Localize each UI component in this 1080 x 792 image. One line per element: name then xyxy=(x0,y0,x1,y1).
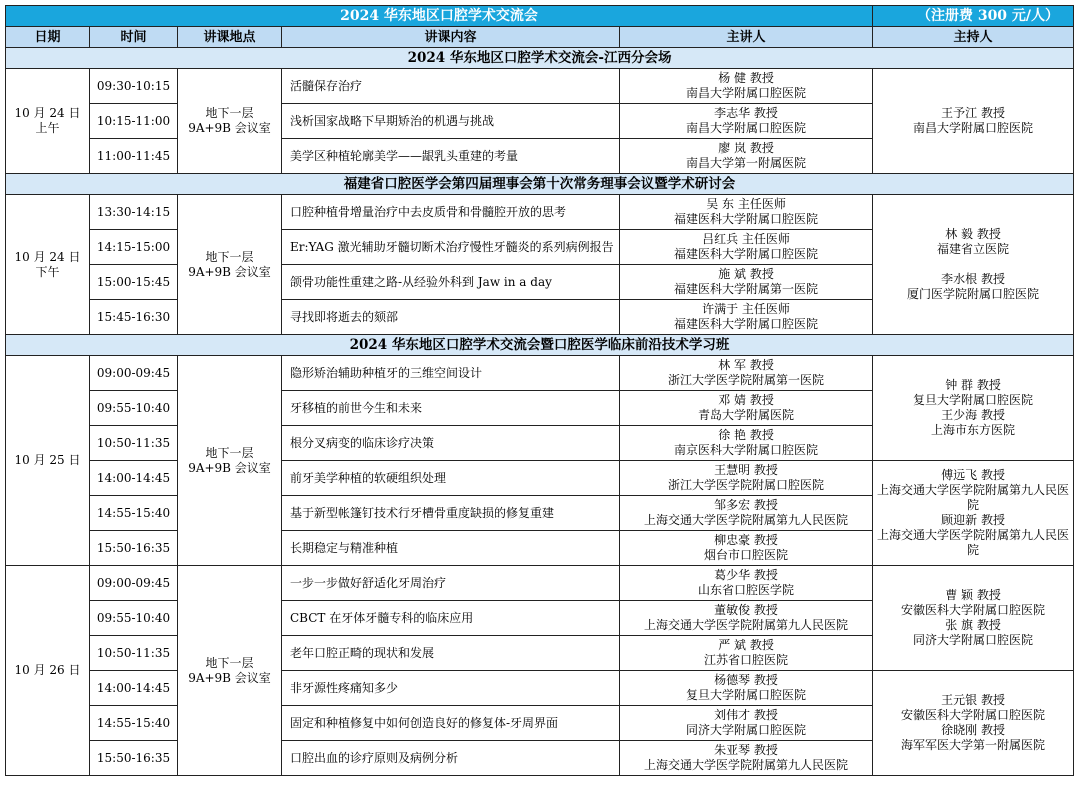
host-line xyxy=(877,257,1069,272)
host-line: 徐晓刚 教授 xyxy=(941,723,1005,737)
host-line: 同济大学附属口腔医院 xyxy=(913,633,1034,647)
session-time: 09:30-10:15 xyxy=(90,69,178,104)
host-cell xyxy=(873,356,1074,461)
section-header-row xyxy=(6,174,1074,195)
speaker-cell xyxy=(620,265,873,300)
host-line: 林 毅 教授 xyxy=(945,227,1001,241)
speaker-name: 吴 东 主任医师 xyxy=(706,197,786,211)
date-cell xyxy=(6,356,90,566)
session-row xyxy=(6,566,1074,601)
section-title: 福建省口腔医学会第四届理事会第十次常务理事会议暨学术研讨会 xyxy=(6,174,1074,195)
speaker-cell xyxy=(620,601,873,636)
venue-cell xyxy=(178,195,282,335)
session-time: 09:00-09:45 xyxy=(90,356,178,391)
session-topic: 长期稳定与精准种植 xyxy=(282,531,620,566)
session-time: 10:15-11:00 xyxy=(90,104,178,139)
speaker-name: 徐 艳 教授 xyxy=(718,428,774,442)
speaker-cell xyxy=(620,356,873,391)
host-line: 上海市东方医院 xyxy=(931,423,1016,437)
host-cell xyxy=(873,461,1074,566)
session-time: 09:00-09:45 xyxy=(90,566,178,601)
speaker-name: 董敏俊 教授 xyxy=(714,603,778,617)
host-line: 厦门医学院附属口腔医院 xyxy=(907,287,1040,301)
column-header-host: 主持人 xyxy=(873,27,1074,48)
host-line: 安徽医科大学附属口腔医院 xyxy=(901,708,1046,722)
session-time: 15:50-16:35 xyxy=(90,531,178,566)
host-line: 南昌大学附属口腔医院 xyxy=(913,121,1034,135)
section-header-row xyxy=(6,335,1074,356)
session-topic: 浅析国家战略下早期矫治的机遇与挑战 xyxy=(282,104,620,139)
date-cell xyxy=(6,566,90,776)
host-line: 安徽医科大学附属口腔医院 xyxy=(901,603,1046,617)
date-line: 10 月 25 日 xyxy=(14,453,81,467)
speaker-cell xyxy=(620,139,873,174)
speaker-name: 施 斌 教授 xyxy=(718,267,774,281)
session-time: 14:00-14:45 xyxy=(90,461,178,496)
speaker-name: 邓 婧 教授 xyxy=(718,393,774,407)
speaker-affiliation: 上海交通大学医学院附属第九人民医院 xyxy=(644,513,849,527)
session-time: 09:55-10:40 xyxy=(90,601,178,636)
speaker-name: 严 斌 教授 xyxy=(718,638,774,652)
host-line: 福建省立医院 xyxy=(937,242,1010,256)
venue-line: 地下一层 xyxy=(205,106,254,120)
column-header-speaker: 主讲人 xyxy=(620,27,873,48)
session-topic: 口腔出血的诊疗原则及病例分析 xyxy=(282,741,620,776)
section-header-row xyxy=(6,48,1074,69)
speaker-cell xyxy=(620,531,873,566)
date-line: 下午 xyxy=(35,264,60,279)
session-time: 15:45-16:30 xyxy=(90,300,178,335)
date-cell xyxy=(6,195,90,335)
column-header-topic: 讲课内容 xyxy=(282,27,620,48)
session-time: 10:50-11:35 xyxy=(90,636,178,671)
speaker-name: 杨 健 教授 xyxy=(718,71,774,85)
host-line: 李水根 教授 xyxy=(941,272,1005,286)
host-line: 曹 颖 教授 xyxy=(945,588,1001,602)
speaker-cell xyxy=(620,195,873,230)
host-line: 张 旗 教授 xyxy=(945,618,1001,632)
session-topic: 颌骨功能性重建之路-从经验外科到 Jaw in a day xyxy=(282,265,620,300)
speaker-name: 廖 岚 教授 xyxy=(718,141,774,155)
session-topic: 牙移植的前世今生和未来 xyxy=(282,391,620,426)
speaker-name: 王慧明 教授 xyxy=(714,463,778,477)
session-row xyxy=(6,356,1074,391)
host-cell xyxy=(873,671,1074,776)
speaker-affiliation: 福建医科大学附属口腔医院 xyxy=(674,247,819,261)
session-topic: 根分叉病变的临床诊疗决策 xyxy=(282,426,620,461)
host-line: 王元银 教授 xyxy=(941,693,1005,707)
speaker-cell xyxy=(620,426,873,461)
date-cell xyxy=(6,69,90,174)
session-topic: 基于新型帐篷钉技术行牙槽骨重度缺损的修复重建 xyxy=(282,496,620,531)
speaker-cell xyxy=(620,104,873,139)
speaker-affiliation: 福建医科大学附属第一医院 xyxy=(674,282,819,296)
session-time: 15:50-16:35 xyxy=(90,741,178,776)
speaker-affiliation: 江苏省口腔医院 xyxy=(704,653,789,667)
schedule-table xyxy=(5,5,1074,776)
speaker-affiliation: 南昌大学附属口腔医院 xyxy=(686,121,807,135)
speaker-affiliation: 上海交通大学医学院附属第九人民医院 xyxy=(644,618,849,632)
session-topic: 寻找即将逝去的颏部 xyxy=(282,300,620,335)
host-line: 海军军医大学第一附属医院 xyxy=(901,738,1046,752)
host-line: 王少海 教授 xyxy=(941,408,1005,422)
column-header-date: 日期 xyxy=(6,27,90,48)
session-row xyxy=(6,69,1074,104)
session-row xyxy=(6,671,1074,706)
venue-line: 地下一层 xyxy=(205,249,254,264)
speaker-cell xyxy=(620,391,873,426)
session-time: 14:00-14:45 xyxy=(90,671,178,706)
host-cell xyxy=(873,69,1074,174)
title-row xyxy=(6,6,1074,27)
speaker-affiliation: 复旦大学附属口腔医院 xyxy=(686,688,807,702)
speaker-cell xyxy=(620,671,873,706)
speaker-affiliation: 烟台市口腔医院 xyxy=(704,548,789,562)
host-line: 傅远飞 教授 xyxy=(941,468,1005,482)
session-time: 09:55-10:40 xyxy=(90,391,178,426)
speaker-cell xyxy=(620,741,873,776)
speaker-name: 许满于 主任医师 xyxy=(702,302,790,316)
column-header-venue: 讲课地点 xyxy=(178,27,282,48)
speaker-cell xyxy=(620,461,873,496)
column-header-time: 时间 xyxy=(90,27,178,48)
speaker-name: 葛少华 教授 xyxy=(714,568,778,582)
session-time: 14:55-15:40 xyxy=(90,496,178,531)
page-title: 2024 华东地区口腔学术交流会 xyxy=(6,6,873,27)
speaker-cell xyxy=(620,69,873,104)
speaker-affiliation: 山东省口腔医学院 xyxy=(698,583,795,597)
speaker-cell xyxy=(620,230,873,265)
session-topic: 固定和种植修复中如何创造良好的修复体-牙周界面 xyxy=(282,706,620,741)
speaker-affiliation: 浙江大学医学院附属第一医院 xyxy=(668,373,825,387)
session-topic: 活髓保存治疗 xyxy=(282,69,620,104)
host-line: 上海交通大学医学院附属第九人民医院 xyxy=(877,528,1070,557)
host-line: 钟 群 教授 xyxy=(945,378,1001,392)
speaker-name: 刘伟才 教授 xyxy=(714,708,778,722)
speaker-affiliation: 南京医科大学附属口腔医院 xyxy=(674,443,819,457)
session-topic: 美学区种植轮廓美学——龈乳头重建的考量 xyxy=(282,139,620,174)
date-line: 上午 xyxy=(35,121,60,135)
venue-line: 9A+9B 会议室 xyxy=(188,121,271,135)
venue-line: 地下一层 xyxy=(205,655,254,670)
host-cell xyxy=(873,195,1074,335)
speaker-cell xyxy=(620,636,873,671)
speaker-name: 李志华 教授 xyxy=(714,106,778,120)
venue-cell xyxy=(178,356,282,566)
session-topic: 隐形矫治辅助种植牙的三维空间设计 xyxy=(282,356,620,391)
section-title: 2024 华东地区口腔学术交流会-江西分会场 xyxy=(6,48,1074,69)
session-topic: 前牙美学种植的软硬组织处理 xyxy=(282,461,620,496)
registration-fee: （注册费 300 元/人） xyxy=(873,6,1074,27)
session-time: 14:15-15:00 xyxy=(90,230,178,265)
date-line: 10 月 24 日 xyxy=(14,249,81,264)
speaker-cell xyxy=(620,300,873,335)
venue-line: 9A+9B 会议室 xyxy=(188,670,271,685)
speaker-affiliation: 同济大学附属口腔医院 xyxy=(686,723,807,737)
session-topic: 口腔种植骨增量治疗中去皮质骨和骨髓腔开放的思考 xyxy=(282,195,620,230)
venue-cell xyxy=(178,69,282,174)
session-topic: 老年口腔正畸的现状和发展 xyxy=(282,636,620,671)
session-time: 11:00-11:45 xyxy=(90,139,178,174)
speaker-name: 吕红兵 主任医师 xyxy=(702,232,790,246)
speaker-affiliation: 青岛大学附属医院 xyxy=(698,408,795,422)
session-topic: CBCT 在牙体牙髓专科的临床应用 xyxy=(282,601,620,636)
venue-cell xyxy=(178,566,282,776)
venue-line: 9A+9B 会议室 xyxy=(188,264,271,279)
host-cell xyxy=(873,566,1074,671)
speaker-affiliation: 南昌大学第一附属医院 xyxy=(686,156,807,170)
speaker-name: 柳忠豪 教授 xyxy=(714,533,778,547)
speaker-affiliation: 福建医科大学附属口腔医院 xyxy=(674,317,819,331)
session-time: 14:55-15:40 xyxy=(90,706,178,741)
session-row xyxy=(6,461,1074,496)
host-line: 复旦大学附属口腔医院 xyxy=(913,393,1034,407)
session-time: 10:50-11:35 xyxy=(90,426,178,461)
speaker-name: 邹多宏 教授 xyxy=(714,498,778,512)
date-line: 10 月 26 日 xyxy=(14,663,81,677)
session-topic: Er:YAG 激光辅助牙髓切断术治疗慢性牙髓炎的系列病例报告 xyxy=(282,230,620,265)
date-line: 10 月 24 日 xyxy=(14,106,81,120)
speaker-name: 杨德琴 教授 xyxy=(714,673,778,687)
session-time: 13:30-14:15 xyxy=(90,195,178,230)
speaker-cell xyxy=(620,706,873,741)
speaker-affiliation: 上海交通大学医学院附属第九人民医院 xyxy=(644,758,849,772)
venue-line: 地下一层 xyxy=(205,445,254,460)
host-line: 上海交通大学医学院附属第九人民医院 xyxy=(877,483,1070,512)
header-row xyxy=(6,27,1074,48)
session-row xyxy=(6,195,1074,230)
speaker-affiliation: 浙江大学医学院附属口腔医院 xyxy=(668,478,825,492)
host-line: 顾迎新 教授 xyxy=(941,513,1005,527)
speaker-affiliation: 南昌大学附属口腔医院 xyxy=(686,86,807,100)
venue-line: 9A+9B 会议室 xyxy=(188,460,271,475)
speaker-cell xyxy=(620,496,873,531)
section-title: 2024 华东地区口腔学术交流会暨口腔医学临床前沿技术学习班 xyxy=(6,335,1074,356)
speaker-cell xyxy=(620,566,873,601)
speaker-name: 朱亚琴 教授 xyxy=(714,743,778,757)
speaker-name: 林 军 教授 xyxy=(718,358,774,372)
session-time: 15:00-15:45 xyxy=(90,265,178,300)
session-topic: 一步一步做好舒适化牙周治疗 xyxy=(282,566,620,601)
session-topic: 非牙源性疼痛知多少 xyxy=(282,671,620,706)
speaker-affiliation: 福建医科大学附属口腔医院 xyxy=(674,212,819,226)
host-line: 王予江 教授 xyxy=(941,106,1005,120)
